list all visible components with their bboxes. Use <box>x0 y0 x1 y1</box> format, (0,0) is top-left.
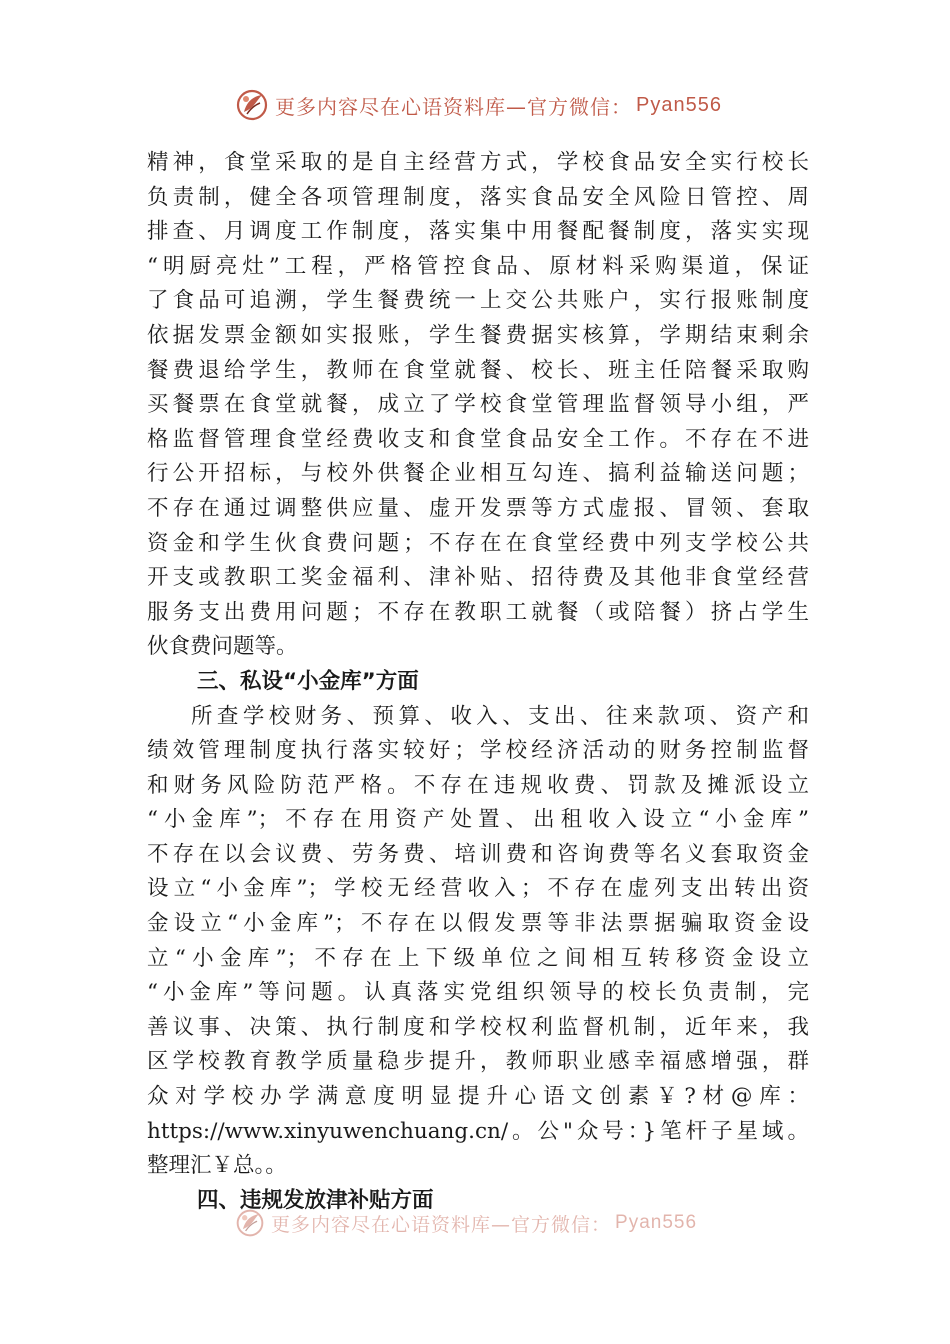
watermark-site-text: 更多内容尽在心语资料库—官方微信： <box>271 1213 612 1236</box>
text-line: 依据发票金额如实报账，学生餐费据实核算，学期结束剩余 <box>147 322 809 348</box>
text-line: 负责制，健全各项管理制度，落实食品安全风险日管控、周 <box>147 184 809 210</box>
text-line: 开支或教职工奖金福利、津补贴、招待费及其他非食堂经营 <box>147 565 809 591</box>
text-line: 了食品可追溯，学生餐费统一上交公共账户，实行报账制度 <box>147 288 809 314</box>
text-line: 服务支出费用问题；不存在教职工就餐（或陪餐）挤占学生 <box>147 599 809 625</box>
text-line: 伙食费问题等。 <box>147 634 298 660</box>
paragraph-slush-fund <box>147 700 809 1184</box>
text-line: 格监督管理食堂经费收支和食堂食品安全工作。不存在不进 <box>147 426 809 452</box>
paragraph-canteen <box>147 146 809 665</box>
section-heading-3: 三、私设“小金库”方面 <box>197 668 419 694</box>
text-line: 买餐票在食堂就餐，成立了学校食堂管理监督领导小组，严 <box>147 392 809 418</box>
text-line: 金设立“小金库”；不存在以假发票等非法票据骗取资金设 <box>147 911 809 937</box>
watermark-handle: Pyan556 <box>615 1212 698 1233</box>
text-line: 不存在以会议费、劳务费、培训费和咨询费等名义套取资金 <box>147 841 809 867</box>
text-line: 众对学校办学满意度明显提升心语文创素￥?材@库： <box>147 1084 809 1110</box>
text-line: 和财务风险防范严格。不存在违规收费、罚款及摊派设立 <box>147 772 809 798</box>
text-line: 资金和学生伙食费问题；不存在在食堂经费中列支学校公共 <box>147 530 809 556</box>
document-body <box>147 146 809 1218</box>
text-line: “明厨亮灶”工程，严格管控食品、原材料采购渠道，保证 <box>147 253 809 279</box>
flame-leaf-logo-icon <box>235 1208 265 1238</box>
text-line: 不存在通过调整供应量、虚开发票等方式虚报、冒领、套取 <box>147 495 809 521</box>
flame-leaf-logo-icon <box>235 88 269 122</box>
watermark-header <box>235 88 722 122</box>
text-line: 所查学校财务、预算、收入、支出、往来款项、资产和 <box>191 703 809 729</box>
text-line: “小金库”等问题。认真落实党组织领导的校长负责制，完 <box>147 980 809 1006</box>
text-line: 区学校教育教学质量稳步提升，教师职业感幸福感增强，群 <box>147 1049 809 1075</box>
section-heading-4: 四、违规发放津补贴方面 <box>197 1187 434 1213</box>
text-line: 餐费退给学生，教师在食堂就餐、校长、班主任陪餐采取购 <box>147 357 809 383</box>
text-line: https://www.xinyuwenchuang.cn/。公"众号：}笔杆子星域。 <box>147 1118 809 1144</box>
text-line: 整理汇￥总。。 <box>147 1153 287 1179</box>
text-line: 行公开招标，与校外供餐企业相互勾连、搞利益输送问题； <box>147 461 809 487</box>
text-line: “小金库”；不存在用资产处置、出租收入设立“小金库” <box>147 807 809 833</box>
text-line: 立“小金库”；不存在上下级单位之间相互转移资金设立 <box>147 945 809 971</box>
watermark-handle: Pyan556 <box>636 93 722 116</box>
text-line: 精神，食堂采取的是自主经营方式，学校食品安全实行校长 <box>147 150 809 175</box>
text-line: 善议事、决策、执行制度和学校权利监督机制，近年来，我 <box>147 1014 809 1040</box>
text-line: 绩效管理制度执行落实较好；学校经济活动的财务控制监督 <box>147 738 809 764</box>
watermark-footer <box>235 1208 697 1238</box>
text-line: 排查、月调度工作制度，落实集中用餐配餐制度，落实实现 <box>147 219 809 245</box>
text-line: 设立“小金库”；学校无经营收入；不存在虚列支出转出资 <box>147 876 809 902</box>
watermark-site-text: 更多内容尽在心语资料库—官方微信： <box>275 94 632 119</box>
